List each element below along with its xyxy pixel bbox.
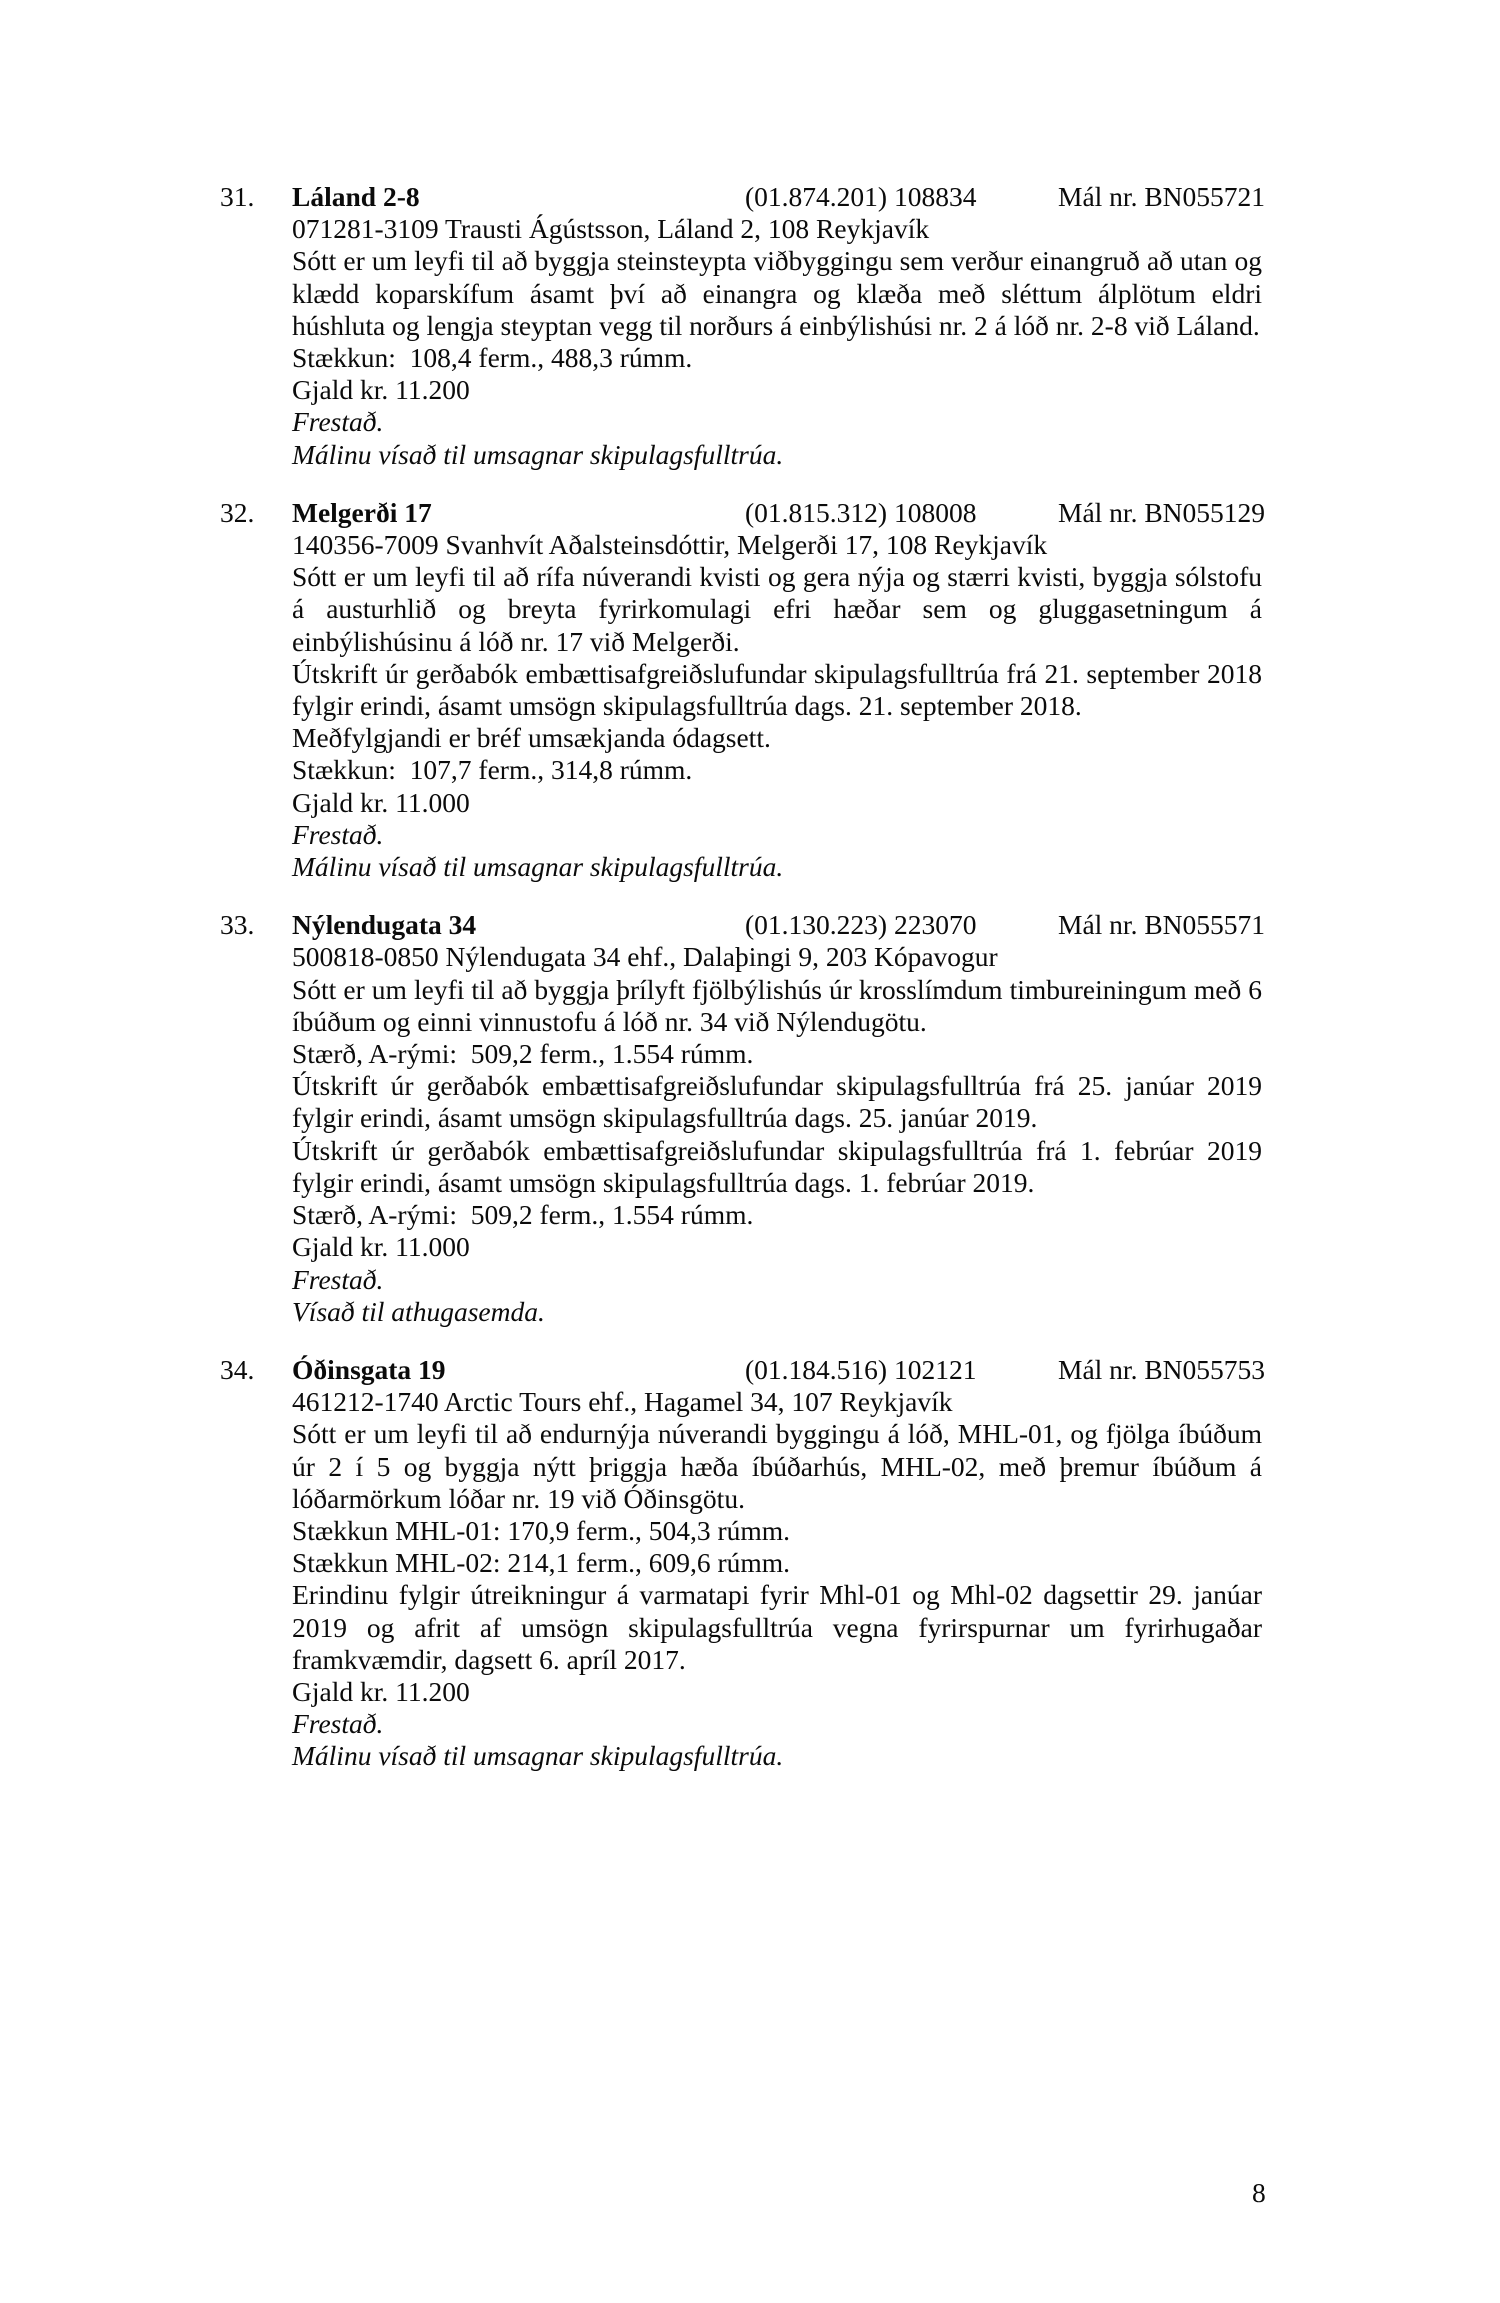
- item-address: Melgerði 17: [292, 496, 432, 528]
- attachment-line: Meðfylgjandi er bréf umsækjanda ódagsett.: [292, 722, 771, 754]
- owner-line: 461212-1740 Arctic Tours ehf., Hagamel 34, 107 Reykjavík: [292, 1386, 953, 1418]
- document-page: [0, 181, 1500, 2303]
- excerpt-paragraph: Útskrift úr gerðabók embættisafgreiðslufundar skipulagsfulltrúa frá 25. janúar 2019 fylgir erindi, ásamt umsögn skipulagsfulltrúa dags. 25. janúar 2019.: [292, 1070, 1262, 1134]
- excerpt-paragraph: Útskrift úr gerðabók embættisafgreiðslufundar skipulagsfulltrúa frá 21. september 2018 fylgir erindi, ásamt umsögn skipulagsfulltrúa dags. 21. september 2018.: [292, 657, 1262, 722]
- case-item-body: [292, 529, 1262, 883]
- size-line: Stækkun MHL-02: 214,1 ferm., 609,6 rúmm.: [292, 1547, 791, 1579]
- fee-line: Gjald kr. 11.200: [292, 374, 470, 406]
- size-line: Stækkun: 107,7 ferm., 314,8 rúmm.: [292, 754, 693, 786]
- case-item: [220, 181, 1266, 471]
- item-case-ref: (01.874.201) 108834: [745, 181, 977, 212]
- item-case-number: Mál nr. BN055753: [1058, 1353, 1266, 1385]
- size-line: Stækkun: 108,4 ferm., 488,3 rúmm.: [292, 342, 693, 374]
- item-number: 34.: [220, 1353, 255, 1385]
- owner-line: 500818-0850 Nýlendugata 34 ehf., Dalaþingi 9, 203 Kópavogur: [292, 941, 998, 973]
- fee-line: Gjald kr. 11.000: [292, 786, 470, 818]
- item-case-number: Mál nr. BN055129: [1058, 496, 1266, 528]
- case-item: [220, 1353, 1266, 1773]
- description-paragraph: Sótt er um leyfi til að byggja steinsteypta viðbyggingu sem verður einangruð að utan og klædd koparskífum ásamt því að einangra og klæða með sléttum álplötum eldri húshluta og lengja steyptan vegg til norðurs á einbýlishúsi nr. 2 á lóð nr. 2-8 við Láland.: [292, 245, 1262, 341]
- description-paragraph: Sótt er um leyfi til að endurnýja núverandi byggingu á lóð, MHL-01, og fjölga íbúðum úr 2 í 5 og byggja nýtt þriggja hæða íbúðarhús, MHL-02, með þremur íbúðum á lóðarmörkum lóðar nr. 19 við Óðinsgötu.: [292, 1418, 1262, 1514]
- case-item-header: [220, 181, 1266, 213]
- item-case-ref: (01.184.516) 102121: [745, 1353, 977, 1385]
- excerpt-paragraph: Útskrift úr gerðabók embættisafgreiðslufundar skipulagsfulltrúa frá 1. febrúar 2019 fylgir erindi, ásamt umsögn skipulagsfulltrúa dags. 1. febrúar 2019.: [292, 1134, 1262, 1198]
- owner-line: 140356-7009 Svanhvít Aðalsteinsdóttir, Melgerði 17, 108 Reykjavík: [292, 529, 1048, 561]
- item-address: Nýlendugata 34: [292, 909, 477, 941]
- attachment-paragraph: Erindinu fylgir útreikningur á varmatapi fyrir Mhl-01 og Mhl-02 dagsettir 29. janúar 2019 og afrit af umsögn skipulagsfulltrúa vegna fyrirspurnar um fyrirhugaðar framkvæmdir, dagsett 6. apríl 2017.: [292, 1579, 1262, 1675]
- fee-line: Gjald kr. 11.000: [292, 1231, 470, 1263]
- page-number: 8: [1252, 2177, 1266, 2208]
- description-paragraph: Sótt er um leyfi til að byggja þrílyft fjölbýlishús úr krosslímdum timbureiningum með 6 íbúðum og einni vinnustofu á lóð nr. 34 við Nýlendugötu.: [292, 973, 1262, 1037]
- decision-line: Frestað.: [292, 406, 384, 438]
- decision-line: Málinu vísað til umsagnar skipulagsfulltrúa.: [292, 438, 784, 470]
- item-address: Láland 2-8: [292, 181, 420, 212]
- decision-line: Málinu vísað til umsagnar skipulagsfulltrúa.: [292, 851, 784, 883]
- fee-line: Gjald kr. 11.200: [292, 1675, 470, 1707]
- case-item-body: [292, 941, 1262, 1327]
- decision-line: Vísað til athugasemda.: [292, 1295, 545, 1327]
- item-number: 31.: [220, 181, 255, 212]
- size-line: Stækkun MHL-01: 170,9 ferm., 504,3 rúmm.: [292, 1514, 791, 1546]
- case-item-header: [220, 1353, 1266, 1386]
- decision-line: Frestað.: [292, 1708, 384, 1740]
- item-number: 33.: [220, 909, 255, 941]
- decision-line: Málinu vísað til umsagnar skipulagsfulltrúa.: [292, 1740, 784, 1772]
- size-line: Stærð, A-rými: 509,2 ferm., 1.554 rúmm.: [292, 1038, 754, 1070]
- case-item-header: [220, 909, 1266, 941]
- item-case-ref: (01.815.312) 108008: [745, 496, 977, 528]
- item-number: 32.: [220, 496, 255, 528]
- item-case-ref: (01.130.223) 223070: [745, 909, 977, 941]
- decision-line: Frestað.: [292, 818, 384, 850]
- case-item-header: [220, 496, 1266, 529]
- owner-line: 071281-3109 Trausti Ágústsson, Láland 2, 108 Reykjavík: [292, 213, 930, 245]
- case-item: [220, 909, 1266, 1328]
- item-address: Óðinsgata 19: [292, 1353, 446, 1385]
- case-item: [220, 496, 1266, 883]
- case-item-body: [292, 1386, 1262, 1772]
- size-line: Stærð, A-rými: 509,2 ferm., 1.554 rúmm.: [292, 1199, 754, 1231]
- description-paragraph: Sótt er um leyfi til að rífa núverandi kvisti og gera nýja og stærri kvisti, byggja sólstofu á austurhlið og breyta fyrirkomulagi efri hæðar sem og gluggasetningum á einbýlishúsinu á lóð nr. 17 við Melgerði.: [292, 561, 1262, 657]
- case-item-body: [292, 213, 1262, 471]
- item-case-number: Mál nr. BN055571: [1058, 909, 1266, 941]
- decision-line: Frestað.: [292, 1263, 384, 1295]
- item-case-number: Mál nr. BN055721: [1058, 181, 1266, 212]
